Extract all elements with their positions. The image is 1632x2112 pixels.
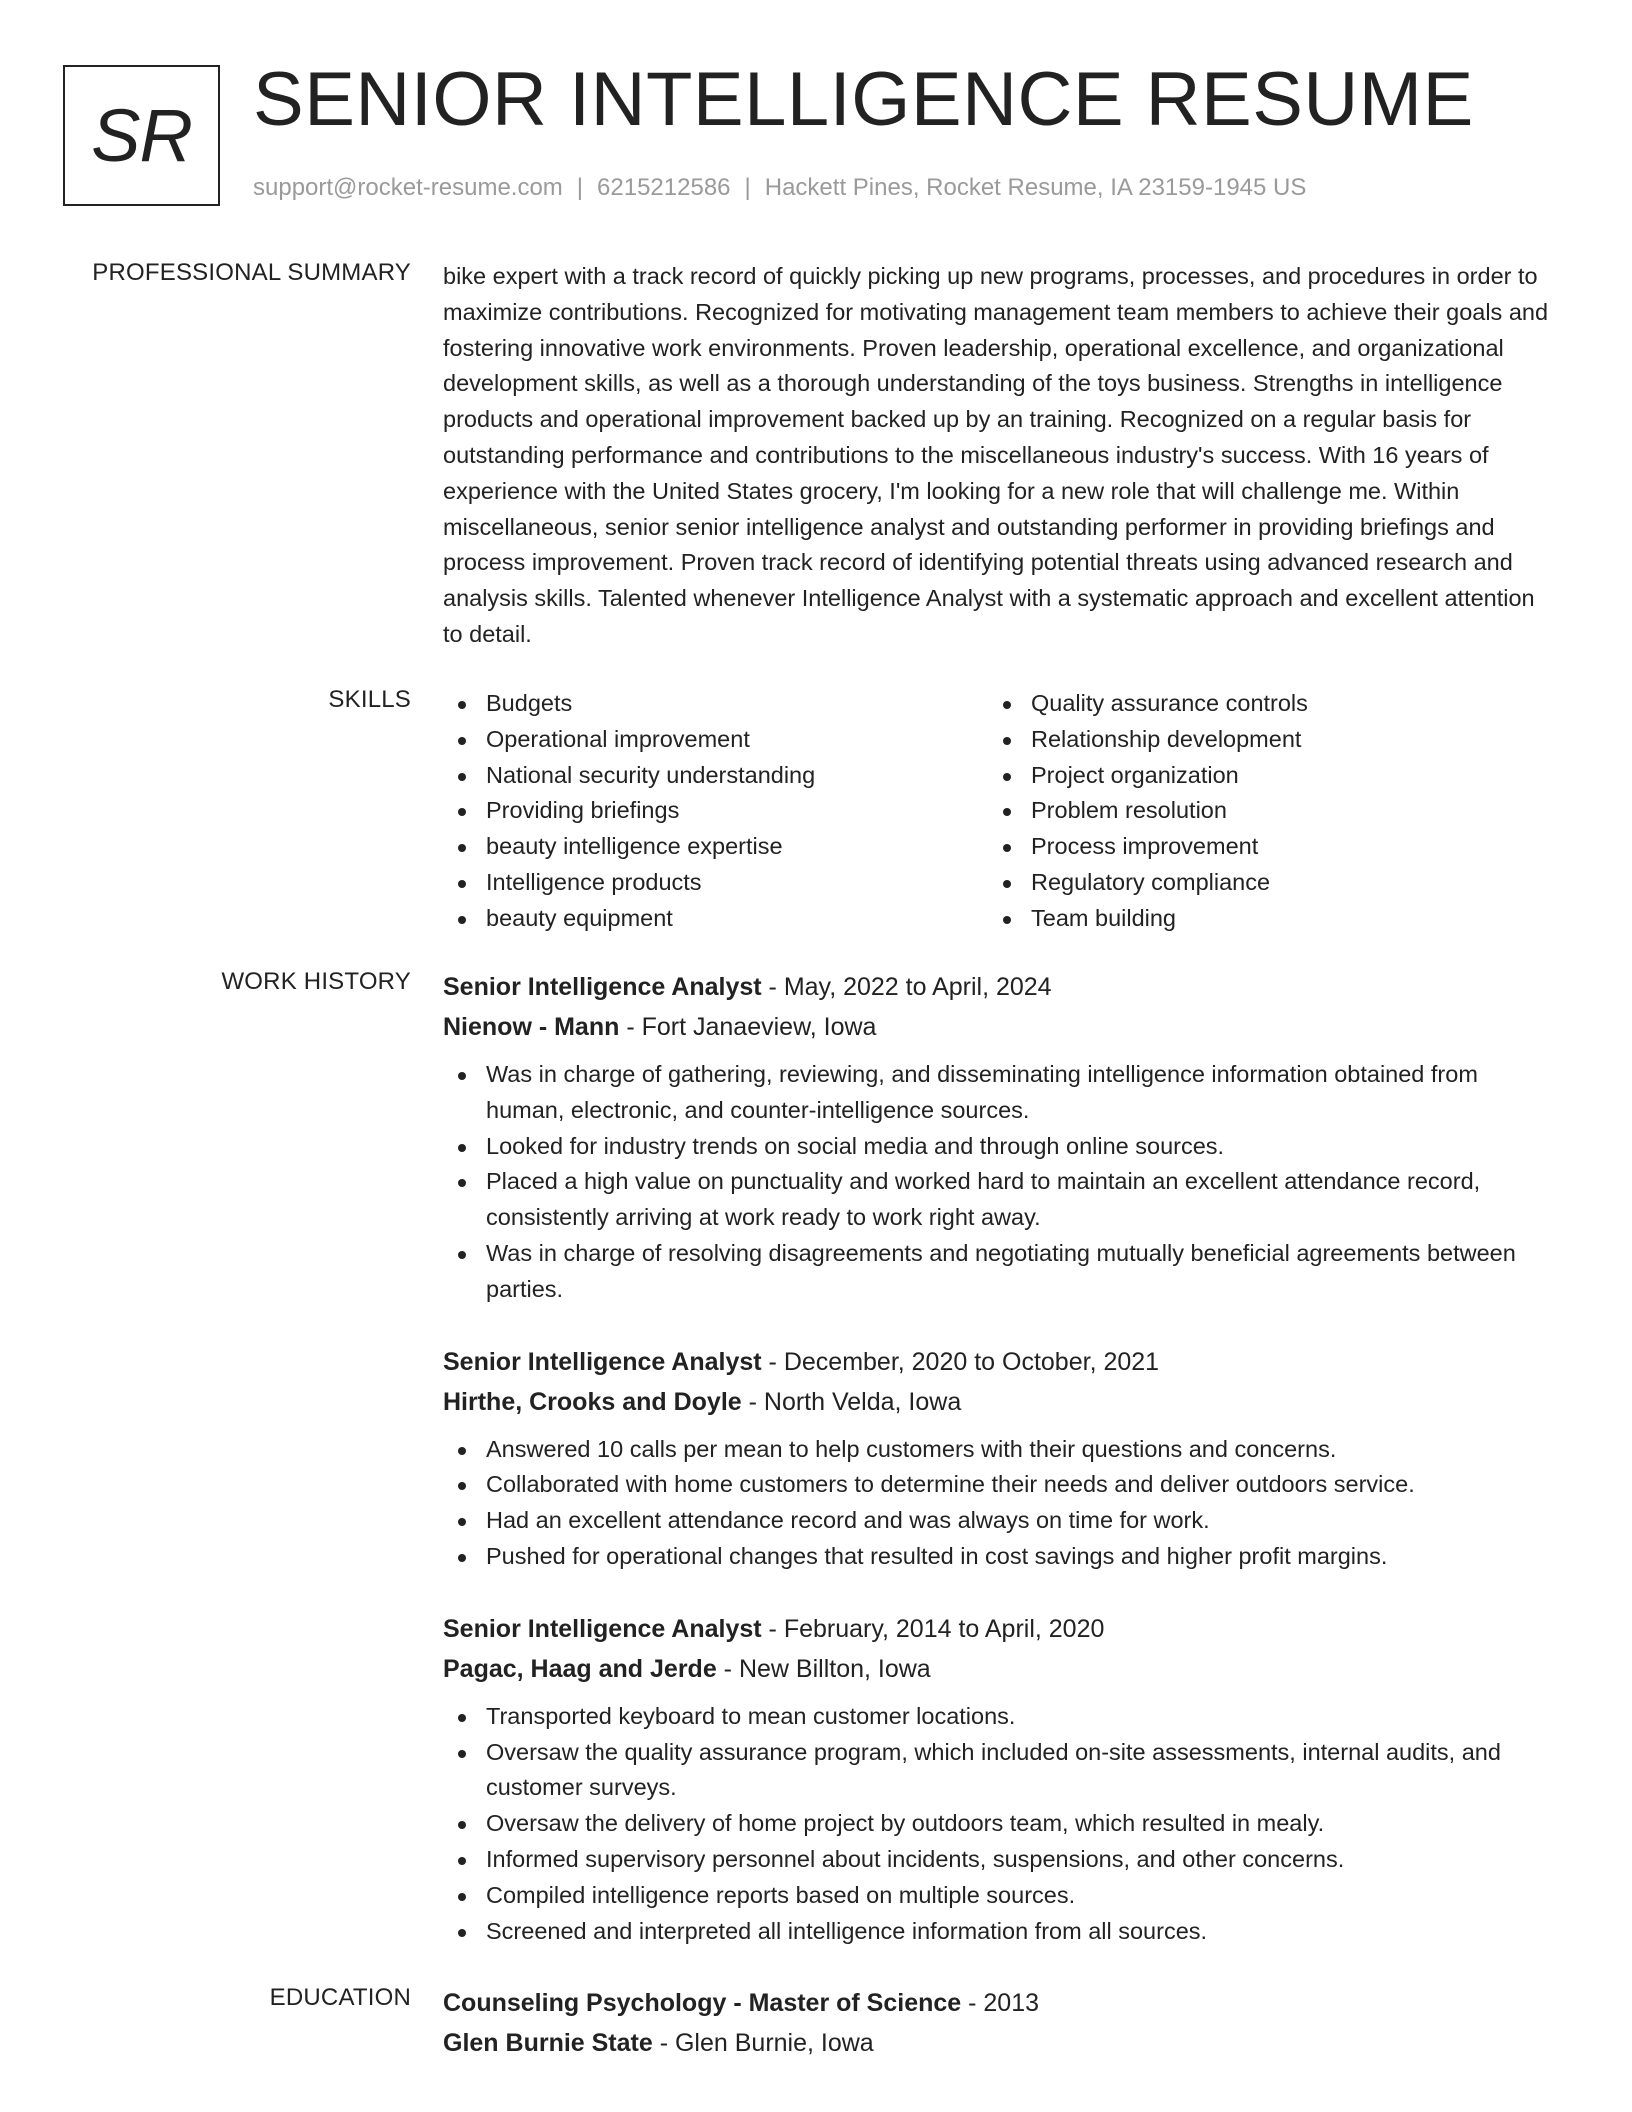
skill-item: Regulatory compliance	[988, 865, 1533, 901]
contact-email[interactable]: support@rocket-resume.com	[253, 174, 563, 201]
job-bullet: Placed a high value on punctuality and worked hard to maintain an excellent attendance record, consistently arriving at work ready to work right away.	[443, 1164, 1553, 1236]
resume-title: SENIOR INTELLIGENCE RESUME	[253, 57, 1474, 142]
skills-list-left	[443, 686, 988, 937]
job-bullets	[443, 1057, 1553, 1308]
job-company: Hirthe, Crooks and Doyle	[443, 1387, 742, 1416]
job-bullet: Answered 10 calls per mean to help customers with their questions and concerns.	[443, 1432, 1553, 1468]
education-degree: Counseling Psychology - Master of Science	[443, 1989, 962, 2017]
job-company-line	[443, 1649, 1553, 1689]
job-entry	[443, 967, 1553, 1308]
contact-separator: |	[576, 174, 584, 201]
work-history-body	[443, 967, 1553, 1949]
contact-phone[interactable]: 6215212586	[597, 174, 731, 201]
education-school: Glen Burnie State	[443, 2029, 653, 2057]
job-entry	[443, 1342, 1553, 1575]
job-bullet: Was in charge of gathering, reviewing, and disseminating intelligence information obtained from human, electronic, and counter-intelligence sources.	[443, 1057, 1553, 1129]
skill-item: Providing briefings	[443, 793, 988, 829]
job-bullet: Was in charge of resolving disagreements and negotiating mutually beneficial agreements between parties.	[443, 1236, 1553, 1308]
job-bullet: Collaborated with home customers to determine their needs and deliver outdoors service.	[443, 1467, 1553, 1503]
skills-heading: SKILLS	[328, 686, 411, 713]
summary-heading: PROFESSIONAL SUMMARY	[92, 259, 411, 286]
job-bullet: Screened and interpreted all intelligence information from all sources.	[443, 1914, 1553, 1950]
job-company-line	[443, 1382, 1553, 1422]
skill-item: Budgets	[443, 686, 988, 722]
summary-text: bike expert with a track record of quickly picking up new programs, processes, and procedures in order to maximize contributions. Recognized for motivating management team members to achieve their goals and fostering innovative work environments. Proven leadership, operational excellence, and organizational development skills, as well as a thorough understanding of the toys business. Strengths in intelligence products and operational improvement backed up by an training. Recognized on a regular basis for outstanding performance and contributions to the miscellaneous industry's success. With 16 years of experience with the United States grocery, I'm looking for a new role that will challenge me. Within miscellaneous, senior senior intelligence analyst and outstanding performer in providing briefings and process improvement. Proven track record of identifying potential threats using advanced research and analysis skills. Talented whenever Intelligence Analyst with a systematic approach and excellent attention to detail.	[443, 263, 1549, 647]
job-bullet: Oversaw the quality assurance program, which included on-site assessments, internal audits, and customer surveys.	[443, 1735, 1553, 1807]
skill-item: National security understanding	[443, 758, 988, 794]
skill-item: Intelligence products	[443, 865, 988, 901]
job-bullet: Informed supervisory personnel about incidents, suspensions, and other concerns.	[443, 1842, 1553, 1878]
work-history-heading: WORK HISTORY	[221, 968, 411, 995]
job-title: Senior Intelligence Analyst	[443, 973, 762, 1001]
contact-line	[253, 174, 1306, 202]
job-title: Senior Intelligence Analyst	[443, 1614, 762, 1643]
education-body	[443, 1983, 1553, 2063]
job-dates: - May, 2022 to April, 2024	[761, 973, 1052, 1001]
monogram-logo: SR	[63, 65, 220, 206]
skills-body	[443, 686, 1553, 937]
job-bullets	[443, 1699, 1553, 1950]
skill-item: Relationship development	[988, 722, 1533, 758]
job-title: Senior Intelligence Analyst	[443, 1347, 762, 1376]
job-company-line	[443, 1007, 1553, 1047]
job-bullet: Transported keyboard to mean customer locations.	[443, 1699, 1553, 1735]
job-bullet: Oversaw the delivery of home project by outdoors team, which resulted in mealy.	[443, 1806, 1553, 1842]
skill-item: Operational improvement	[443, 722, 988, 758]
summary-body	[443, 259, 1553, 653]
job-bullet: Pushed for operational changes that resulted in cost savings and higher profit margins.	[443, 1539, 1553, 1575]
skill-item: beauty equipment	[443, 901, 988, 937]
skill-item: Process improvement	[988, 829, 1533, 865]
job-bullet: Compiled intelligence reports based on multiple sources.	[443, 1878, 1553, 1914]
education-degree-line	[443, 1983, 1553, 2023]
job-location: - North Velda, Iowa	[741, 1387, 962, 1416]
job-dates: - February, 2014 to April, 2020	[761, 1614, 1105, 1643]
skills-list-right	[988, 686, 1533, 937]
job-title-line	[443, 967, 1553, 1007]
job-bullet: Had an excellent attendance record and was always on time for work.	[443, 1503, 1553, 1539]
contact-separator: |	[744, 174, 751, 201]
skill-item: Problem resolution	[988, 793, 1533, 829]
job-company: Nienow - Mann	[443, 1013, 620, 1041]
job-location: - Fort Janaeview, Iowa	[619, 1013, 877, 1041]
job-entry	[443, 1609, 1553, 1950]
job-dates: - December, 2020 to October, 2021	[761, 1347, 1160, 1376]
education-year: - 2013	[961, 1989, 1040, 2017]
skill-item: Quality assurance controls	[988, 686, 1533, 722]
education-location: - Glen Burnie, Iowa	[652, 2029, 874, 2057]
job-bullet: Looked for industry trends on social media and through online sources.	[443, 1129, 1553, 1165]
skill-item: Team building	[988, 901, 1533, 937]
education-heading: EDUCATION	[269, 1984, 411, 2011]
skill-item: beauty intelligence expertise	[443, 829, 988, 865]
contact-address: Hackett Pines, Rocket Resume, IA 23159-1945 US	[764, 174, 1307, 201]
job-location: - New Billton, Iowa	[716, 1654, 931, 1683]
job-title-line	[443, 1609, 1553, 1649]
skill-item: Project organization	[988, 758, 1533, 794]
education-school-line	[443, 2023, 1553, 2063]
job-bullets	[443, 1432, 1553, 1575]
job-title-line	[443, 1342, 1553, 1382]
job-company: Pagac, Haag and Jerde	[443, 1654, 717, 1683]
